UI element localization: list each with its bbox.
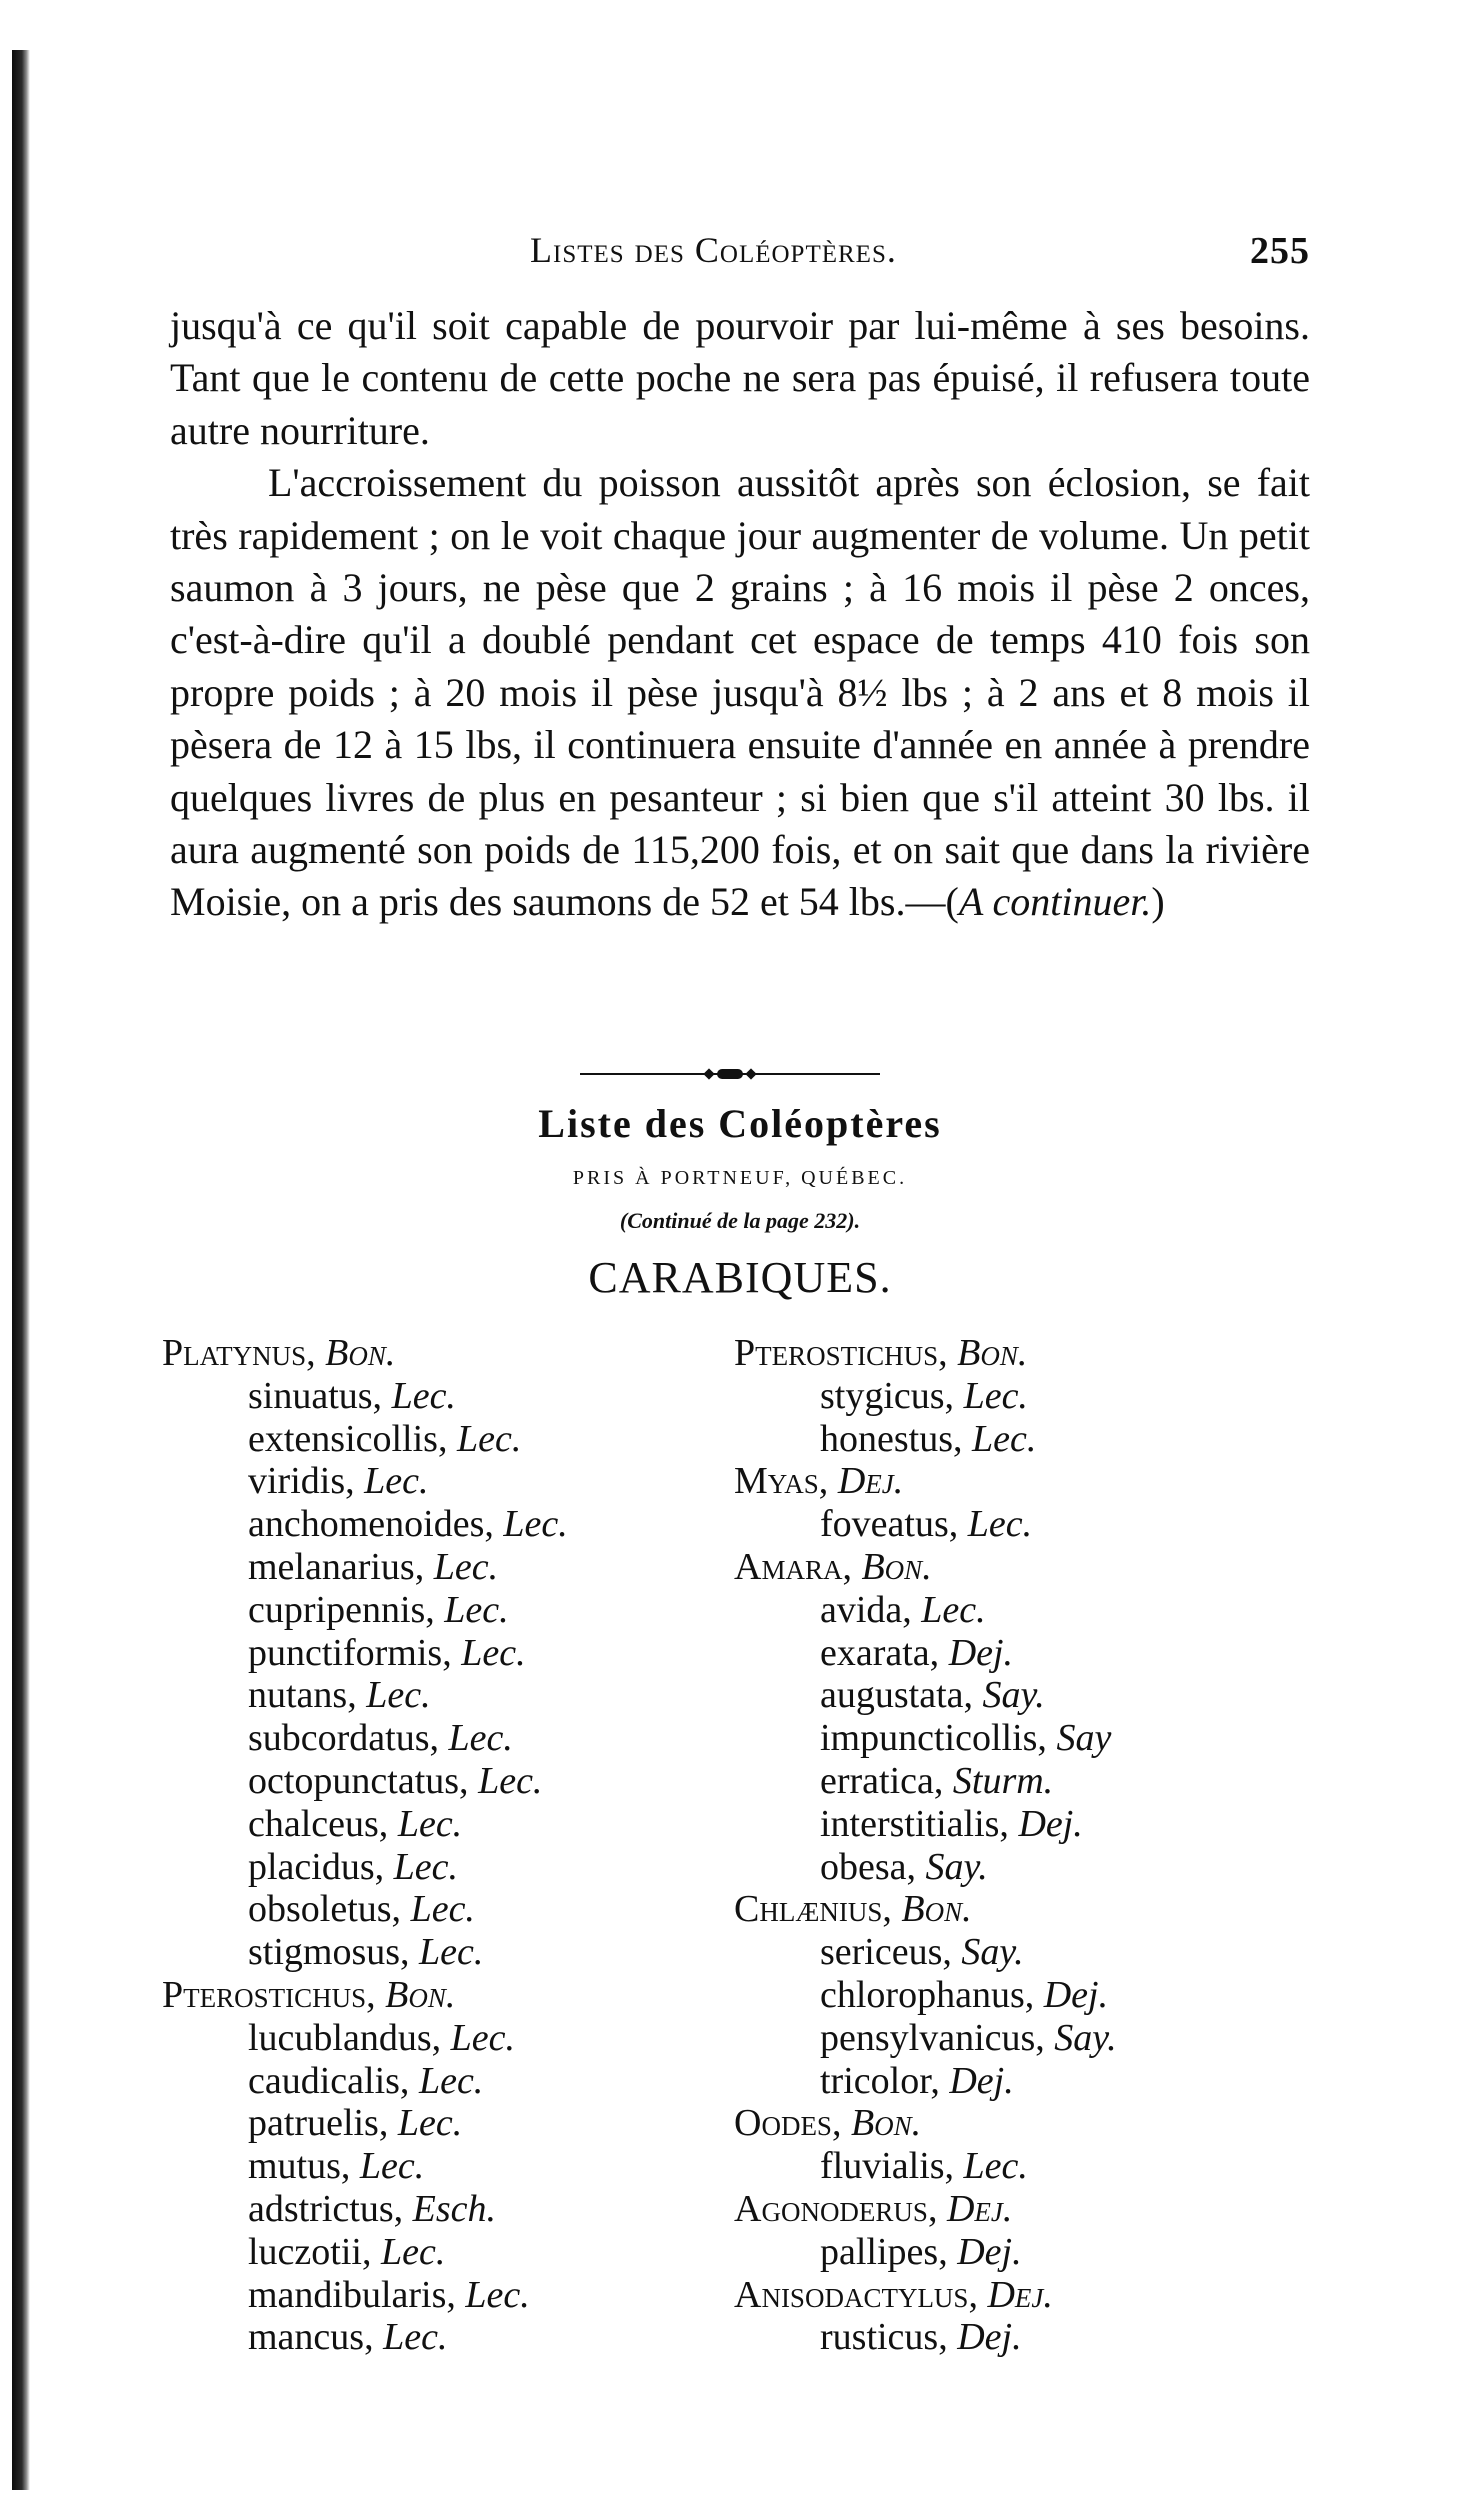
genus-name: Pterostichus, bbox=[734, 1332, 948, 1374]
to-be-continued: A continuer. bbox=[958, 879, 1152, 925]
species-entry bbox=[734, 1846, 1294, 1889]
genus-name: Agonoderus, bbox=[734, 2187, 938, 2230]
species-name: octopunctatus, bbox=[248, 1759, 469, 1802]
author-abbreviation: Bon. bbox=[957, 1332, 1028, 1374]
species-entry bbox=[734, 1589, 1294, 1632]
author-abbreviation: Lec. bbox=[963, 1374, 1028, 1417]
species-entry bbox=[162, 1803, 722, 1846]
genus-name: Oodes, bbox=[734, 2102, 842, 2145]
genus-entry bbox=[734, 2102, 1294, 2145]
author-abbreviation: Lec. bbox=[456, 1417, 522, 1460]
species-entry bbox=[734, 1803, 1294, 1846]
author-abbreviation: Say bbox=[1056, 1717, 1112, 1760]
author-abbreviation: Say. bbox=[1054, 2016, 1117, 2059]
genus-name: Myas, bbox=[734, 1460, 829, 1503]
author-abbreviation: Lec. bbox=[397, 1802, 463, 1845]
species-name: fluvialis, bbox=[820, 2145, 955, 2188]
species-name: viridis, bbox=[248, 1460, 355, 1503]
author-abbreviation: Dej. bbox=[949, 2059, 1014, 2102]
author-abbreviation: Lec. bbox=[410, 1888, 475, 1931]
author-abbreviation: Lec. bbox=[444, 1588, 509, 1631]
species-entry bbox=[162, 2316, 722, 2359]
author-abbreviation: Lec. bbox=[359, 2145, 425, 2188]
author-abbreviation: Say. bbox=[961, 1931, 1024, 1974]
author-abbreviation: Lec. bbox=[391, 1374, 456, 1417]
species-entry bbox=[734, 1717, 1294, 1760]
species-name: placidus, bbox=[248, 1845, 385, 1888]
author-abbreviation: Lec. bbox=[967, 1503, 1033, 1546]
author-abbreviation: Lec. bbox=[503, 1503, 568, 1546]
genus-name: Pterostichus, bbox=[162, 1973, 376, 2016]
author-abbreviation: Lec. bbox=[419, 1931, 484, 1974]
author-abbreviation: Bon. bbox=[850, 2102, 922, 2145]
species-name: lucublandus, bbox=[248, 2016, 442, 2059]
species-entry bbox=[162, 2102, 722, 2145]
list-title: Liste des Coléoptères bbox=[538, 1101, 942, 1146]
genus-entry bbox=[734, 2188, 1294, 2231]
author-abbreviation: Lec. bbox=[397, 2102, 463, 2145]
author-abbreviation: Lec. bbox=[921, 1588, 986, 1631]
species-name: honestus, bbox=[820, 1417, 963, 1460]
species-name: mutus, bbox=[248, 2145, 351, 2188]
species-list-right bbox=[734, 1332, 1294, 2359]
species-entry bbox=[734, 2060, 1294, 2103]
species-name: tricolor, bbox=[820, 2059, 940, 2102]
species-name: chalceus, bbox=[248, 1802, 389, 1845]
species-entry bbox=[162, 1717, 722, 1760]
species-name: punctiformis, bbox=[248, 1631, 452, 1674]
species-list-left bbox=[162, 1332, 722, 2359]
species-name: stygicus, bbox=[820, 1374, 955, 1417]
list-subtitle: PRIS À PORTNEUF, QUÉBEC. bbox=[572, 1167, 908, 1189]
author-abbreviation: Lec. bbox=[465, 2273, 530, 2316]
author-abbreviation: Lec. bbox=[418, 2059, 484, 2102]
author-abbreviation: Esch. bbox=[412, 2187, 497, 2230]
paragraph-2-text: L'accroissement du poisson aussitôt après son éclosion, se fait très rapidement ; on le voit chaque jour augmenter de volume. Un petit saumon à 3 jours, ne pèse que 2 grains ; à 16 mois il pèse 2 onces, c'est-à-dire qu'il a doublé pendant cet espace de temps 410 fois son propre poids ; à 20 mois il pèse jusqu'à 8½ lbs ; à 2 ans et 8 mois il pèsera de 12 à 15 lbs, il continuera ensuite d'année en année à prendre quelques livres de plus en pesanteur ; si bien que s'il atteint 30 lbs. il aura augmenté son poids de 115,200 fois, et on sait que dans la rivière Moisie, on a pris des saumons de 52 et 54 lbs.—( bbox=[170, 460, 1310, 925]
article-text bbox=[170, 300, 1310, 929]
species-name: cupripennis, bbox=[248, 1588, 435, 1631]
species-entry bbox=[162, 2274, 722, 2317]
species-entry bbox=[162, 2145, 722, 2188]
genus-entry bbox=[734, 1888, 1294, 1931]
page-number: 255 bbox=[1250, 230, 1310, 272]
family-heading: CARABIQUES. bbox=[588, 1253, 892, 1302]
species-name: sinuatus, bbox=[248, 1374, 383, 1417]
species-name: foveatus, bbox=[820, 1503, 959, 1546]
species-entry bbox=[162, 1632, 722, 1675]
species-entry bbox=[162, 1460, 722, 1503]
species-name: nutans, bbox=[248, 1674, 357, 1717]
author-abbreviation: Lec. bbox=[448, 1717, 513, 1760]
species-entry bbox=[734, 1632, 1294, 1675]
species-name: melanarius, bbox=[248, 1545, 425, 1588]
species-name: impuncticollis, bbox=[820, 1717, 1047, 1760]
species-entry bbox=[734, 2316, 1294, 2359]
species-entry bbox=[734, 1974, 1294, 2017]
species-entry bbox=[162, 2060, 722, 2103]
species-entry bbox=[162, 2017, 722, 2060]
species-entry bbox=[162, 1846, 722, 1889]
species-entry bbox=[734, 1931, 1294, 1974]
species-name: anchomenoides, bbox=[248, 1503, 494, 1546]
genus-entry bbox=[734, 1546, 1294, 1589]
species-entry bbox=[734, 1418, 1294, 1461]
species-name: exarata, bbox=[820, 1631, 940, 1674]
author-abbreviation: Lec. bbox=[380, 2230, 446, 2273]
species-entry bbox=[162, 1760, 722, 1803]
species-name: patruelis, bbox=[248, 2102, 389, 2145]
genus-name: Platynus, bbox=[162, 1332, 316, 1374]
species-entry bbox=[162, 1546, 722, 1589]
species-name: obesa, bbox=[820, 1845, 917, 1888]
species-name: extensicollis, bbox=[248, 1417, 448, 1460]
author-abbreviation: Dej. bbox=[1018, 1802, 1083, 1845]
species-name: luczotii, bbox=[248, 2230, 372, 2273]
running-head bbox=[530, 229, 1310, 275]
species-entry bbox=[162, 2231, 722, 2274]
author-abbreviation: Bon. bbox=[325, 1332, 396, 1374]
species-entry bbox=[734, 1674, 1294, 1717]
author-abbreviation: Dej. bbox=[957, 2316, 1022, 2359]
author-abbreviation: Dej. bbox=[957, 2230, 1022, 2273]
genus-entry bbox=[162, 1332, 722, 1375]
species-name: obsoletus, bbox=[248, 1888, 402, 1931]
author-abbreviation: Say. bbox=[982, 1674, 1045, 1717]
species-entry bbox=[162, 1375, 722, 1418]
author-abbreviation: Dej. bbox=[948, 1631, 1014, 1674]
species-name: mandibularis, bbox=[248, 2273, 456, 2316]
author-abbreviation: Lec. bbox=[963, 2145, 1028, 2188]
genus-name: Chlænius, bbox=[734, 1888, 892, 1931]
author-abbreviation: Dej. bbox=[837, 1460, 904, 1503]
author-abbreviation: Lec. bbox=[972, 1417, 1037, 1460]
author-abbreviation: Lec. bbox=[366, 1674, 431, 1717]
species-entry bbox=[162, 1888, 722, 1931]
author-abbreviation: Bon. bbox=[901, 1888, 972, 1931]
author-abbreviation: Lec. bbox=[393, 1845, 459, 1888]
species-name: subcordatus, bbox=[248, 1717, 440, 1760]
continued-note: (Continué de la page 232). bbox=[619, 1208, 861, 1233]
author-abbreviation: Lec. bbox=[433, 1545, 499, 1588]
genus-entry bbox=[162, 1974, 722, 2017]
species-name: pensylvanicus, bbox=[820, 2016, 1045, 2059]
ornamental-rule bbox=[580, 1068, 880, 1080]
author-abbreviation: Lec. bbox=[450, 2016, 516, 2059]
author-abbreviation: Dej. bbox=[987, 2273, 1053, 2316]
species-name: chlorophanus, bbox=[820, 1973, 1035, 2016]
species-entry bbox=[162, 1418, 722, 1461]
species-name: augustata, bbox=[820, 1674, 974, 1717]
species-entry bbox=[162, 2188, 722, 2231]
author-abbreviation: Sturm. bbox=[952, 1759, 1054, 1802]
author-abbreviation: Lec. bbox=[364, 1460, 429, 1503]
author-abbreviation: Bon. bbox=[861, 1545, 932, 1588]
species-name: avida, bbox=[820, 1588, 912, 1631]
species-name: pallipes, bbox=[820, 2230, 948, 2273]
author-abbreviation: Bon. bbox=[385, 1973, 456, 2016]
species-entry bbox=[162, 1503, 722, 1546]
genus-entry bbox=[734, 1460, 1294, 1503]
species-name: rusticus, bbox=[820, 2316, 948, 2359]
species-entry bbox=[734, 2145, 1294, 2188]
species-entry bbox=[734, 1760, 1294, 1803]
species-entry bbox=[734, 2017, 1294, 2060]
genus-entry bbox=[734, 2274, 1294, 2317]
species-name: adstrictus, bbox=[248, 2187, 404, 2230]
species-entry bbox=[162, 1674, 722, 1717]
paragraph-2-close: ) bbox=[1151, 879, 1165, 925]
species-name: stigmosus, bbox=[248, 1931, 410, 1974]
species-name: interstitialis, bbox=[820, 1802, 1009, 1845]
species-entry bbox=[734, 2231, 1294, 2274]
running-head-title: Listes des Coléoptères. bbox=[530, 230, 897, 270]
author-abbreviation: Dej. bbox=[946, 2187, 1013, 2230]
genus-name: Amara, bbox=[734, 1545, 852, 1588]
paragraph-2 bbox=[170, 457, 1310, 929]
author-abbreviation: Lec. bbox=[461, 1631, 526, 1674]
species-name: sericeus, bbox=[820, 1931, 952, 1974]
paragraph-1: jusqu'à ce qu'il soit capable de pourvoir par lui-même à ses besoins. Tant que le contenu de cette poche ne sera pas épuisé, il refusera toute autre nourriture. bbox=[170, 303, 1310, 453]
species-name: caudicalis, bbox=[248, 2059, 410, 2102]
species-entry bbox=[162, 1931, 722, 1974]
species-entry bbox=[734, 1375, 1294, 1418]
genus-entry bbox=[734, 1332, 1294, 1375]
species-entry bbox=[162, 1589, 722, 1632]
author-abbreviation: Lec. bbox=[478, 1759, 543, 1802]
author-abbreviation: Dej. bbox=[1043, 1973, 1109, 2016]
species-name: erratica, bbox=[820, 1759, 944, 1802]
species-name: mancus, bbox=[248, 2316, 374, 2359]
species-entry bbox=[734, 1503, 1294, 1546]
genus-name: Anisodactylus, bbox=[734, 2273, 978, 2316]
author-abbreviation: Say. bbox=[925, 1845, 988, 1888]
author-abbreviation: Lec. bbox=[383, 2316, 448, 2359]
